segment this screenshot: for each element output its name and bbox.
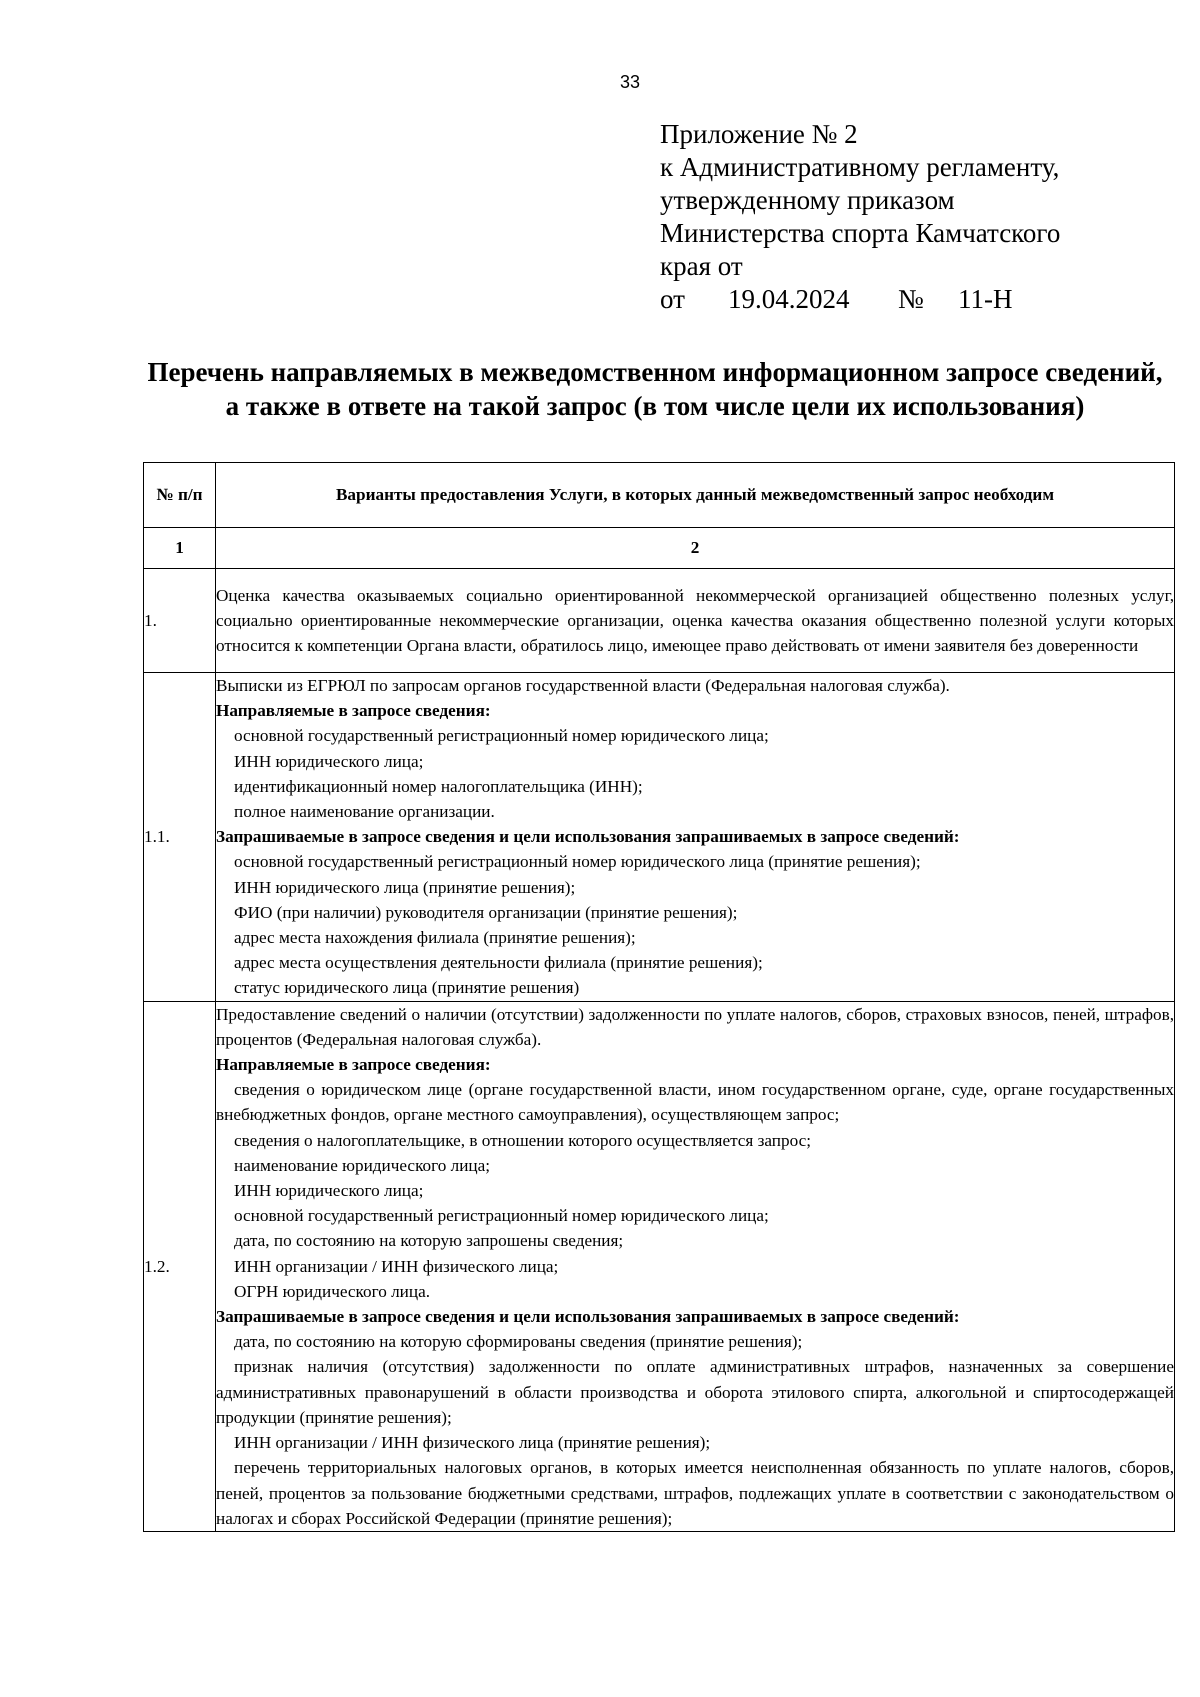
date-prefix: от — [660, 284, 685, 314]
row-number: 1. — [144, 569, 216, 673]
list-item: ОГРН юридического лица. — [234, 1281, 431, 1301]
appendix-line: утвержденному приказом — [660, 185, 955, 215]
column-index-2: 2 — [216, 528, 1175, 569]
list-item: перечень территориальных налоговых органов, в которых имеется неисполненная обязанность по уплате налогов, сборов, пеней, процентов за пользование бюджетными средствами, штрафов, подлежащих уплате в соответствии с законодательством о налогах и сборах Российской Федерации (принятие решения); — [216, 1458, 1174, 1528]
appendix-block — [660, 118, 1140, 316]
order-date: 19.04.2024 — [728, 284, 850, 314]
row-intro: Предоставление сведений о наличии (отсутствии) задолженности по уплате налогов, сборов, страховых взносов, пеней, штрафов, процентов (Федеральная налоговая служба). — [216, 1004, 1174, 1049]
list-item: дата, по состоянию на которую сформированы сведения (принятие решения); — [234, 1332, 803, 1352]
page-number: 33 — [619, 72, 641, 92]
list-item: сведения о налогоплательщике, в отношении которого осуществляется запрос; — [234, 1130, 812, 1150]
row-content — [216, 1001, 1175, 1531]
requests-table — [143, 462, 1175, 1532]
requested-heading: Запрашиваемые в запросе сведения и цели использования запрашиваемых в запросе сведений: — [216, 1307, 960, 1327]
table-row — [144, 569, 1175, 673]
row-content — [216, 673, 1175, 1002]
table-row — [144, 1001, 1175, 1531]
document-title: Перечень направляемых в межведомственном информационном запросе сведений, а также в ответе на такой запрос (в том числе цели их использования) — [147, 357, 1163, 421]
requested-heading: Запрашиваемые в запросе сведения и цели использования запрашиваемых в запросе сведений: — [216, 827, 960, 847]
sent-heading: Направляемые в запросе сведения: — [216, 1055, 491, 1075]
number-sign: № — [898, 284, 924, 314]
list-item: адрес места нахождения филиала (принятие решения); — [234, 928, 636, 948]
appendix-date-line — [660, 283, 1140, 316]
table-index-row — [144, 528, 1175, 569]
list-item: признак наличия (отсутствия) задолженности по оплате административных штрафов, назначенных за совершение административных правонарушений в области производства и оборота этилового спирта, алкогольной и спиртосодержащей продукции (принятие решения); — [216, 1357, 1174, 1427]
list-item: полное наименование организации. — [234, 802, 495, 822]
list-item: сведения о юридическом лице (органе государственной власти, ином государственном органе, суде, органе государственных внебюджетных фондов, органе местного самоуправления), осуществляющем запрос; — [216, 1080, 1174, 1125]
list-item: идентификационный номер налогоплательщика (ИНН); — [234, 776, 643, 796]
list-item: дата, по состоянию на которую запрошены сведения; — [234, 1231, 624, 1251]
appendix-line: Министерства спорта Камчатского — [660, 218, 1061, 248]
list-item: ИНН организации / ИНН физического лица (принятие решения); — [234, 1433, 711, 1453]
list-item: ИНН юридического лица (принятие решения); — [234, 877, 576, 897]
list-item: основной государственный регистрационный номер юридического лица; — [234, 1206, 769, 1226]
list-item: ИНН юридического лица; — [234, 751, 424, 771]
table-header-row — [144, 463, 1175, 528]
header-variants: Варианты предоставления Услуги, в которых данный межведомственный запрос необходим — [216, 463, 1175, 528]
table-row — [144, 673, 1175, 1002]
header-number: № п/п — [144, 463, 216, 528]
list-item: ФИО (при наличии) руководителя организации (принятие решения); — [234, 902, 738, 922]
list-item: статус юридического лица (принятие решения) — [234, 978, 580, 998]
list-item: адрес места осуществления деятельности филиала (принятие решения); — [234, 953, 763, 973]
list-item: ИНН организации / ИНН физического лица; — [234, 1256, 559, 1276]
list-item: основной государственный регистрационный номер юридического лица (принятие решения); — [234, 852, 921, 872]
row-text: Оценка качества оказываемых социально ориентированной некоммерческой организацией общественно полезных услуг, социально ориентированные некоммерческие организации, оценка качества оказания общественно полезной услуги которых относится к компетенции Органа власти, обратилось лицо, имеющее право действовать от имени заявителя без доверенности — [216, 569, 1175, 673]
appendix-line: к Административному регламенту, — [660, 152, 1060, 182]
row-number: 1.2. — [144, 1001, 216, 1531]
appendix-line: края от — [660, 251, 743, 281]
order-number: 11-Н — [958, 284, 1013, 314]
list-item: основной государственный регистрационный номер юридического лица; — [234, 726, 769, 746]
row-intro: Выписки из ЕГРЮЛ по запросам органов государственной власти (Федеральная налоговая служба). — [216, 676, 950, 695]
sent-heading: Направляемые в запросе сведения: — [216, 701, 491, 721]
appendix-line: Приложение № 2 — [660, 119, 858, 149]
list-item: наименование юридического лица; — [234, 1155, 491, 1175]
row-number: 1.1. — [144, 673, 216, 1002]
list-item: ИНН юридического лица; — [234, 1181, 424, 1201]
column-index-1: 1 — [144, 528, 216, 569]
